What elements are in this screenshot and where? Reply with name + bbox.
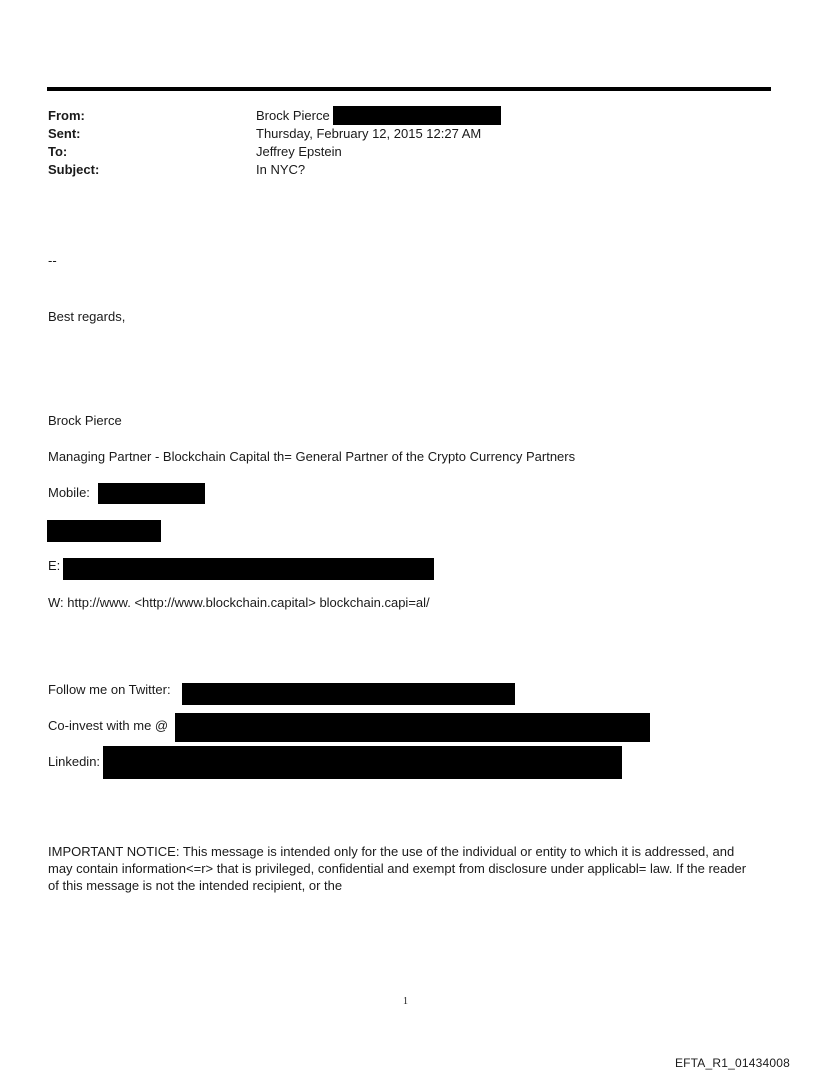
twitter-label: Follow me on Twitter: [48, 682, 171, 697]
email-label: E: [48, 558, 61, 573]
coinvest-label: Co-invest with me @ [48, 718, 169, 733]
subject-value: In NYC? [256, 162, 306, 177]
mobile-label: Mobile: [48, 485, 90, 500]
linkedin-label: Linkedin: [48, 754, 101, 769]
bates-number: EFTA_R1_01434008 [674, 1056, 790, 1070]
header-rule [47, 87, 771, 91]
sent-value: Thursday, February 12, 2015 12:27 AM [256, 126, 482, 141]
redaction-coinvest [175, 713, 650, 742]
signature-title: Managing Partner - Blockchain Capital th= General Partner of the Crypto Currency Partners [48, 449, 576, 464]
closing: Best regards, [48, 309, 126, 324]
web-line: W: http://www. <http://www.blockchain.capital> blockchain.capi=al/ [48, 595, 430, 610]
from-value: Brock Pierce [256, 108, 330, 123]
signature-separator: -- [48, 253, 57, 268]
legal-notice: IMPORTANT NOTICE: This message is intended only for the use of the individual or entity to which it is addressed, and may contain information<=r> that is privileged, confidential and exempt from disclosure under applicabl= law. If the reader of this message is not the intended recipient, or the [48, 844, 747, 893]
redaction-mobile [98, 483, 205, 504]
page-number: 1 [403, 996, 408, 1007]
sent-label: Sent: [48, 126, 81, 141]
from-label: From: [48, 108, 85, 123]
redaction-twitter [182, 683, 515, 705]
to-label: To: [48, 144, 68, 159]
signature-name: Brock Pierce [48, 413, 122, 428]
redaction-line [47, 520, 161, 542]
to-value: Jeffrey Epstein [256, 144, 342, 159]
redaction-linkedin [103, 746, 622, 779]
redaction-email [63, 558, 434, 580]
subject-label: Subject: [48, 162, 100, 177]
redaction-from-email [333, 106, 501, 125]
